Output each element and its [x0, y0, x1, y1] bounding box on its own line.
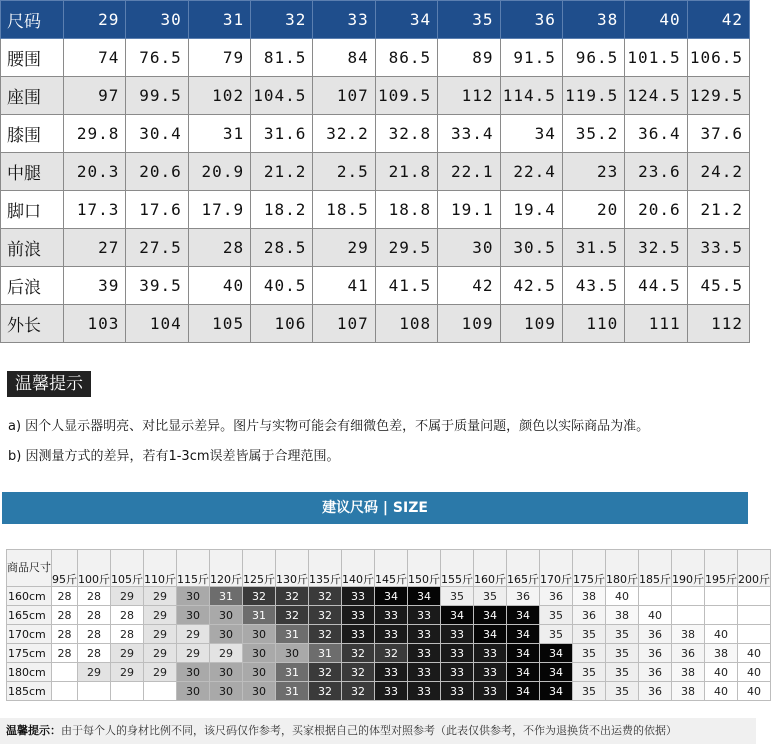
- size-cell: 22.1: [438, 153, 500, 191]
- recommended-size-cell: 40: [705, 663, 738, 682]
- size-cell: 23: [562, 153, 624, 191]
- size-cell: 42.5: [500, 267, 562, 305]
- size-cell: 108: [375, 305, 437, 343]
- recommended-size-cell: 30: [177, 606, 210, 625]
- recommended-size-cell: 29: [177, 625, 210, 644]
- size-cell: 106: [251, 305, 313, 343]
- weight-header-cell: 125斤: [243, 550, 276, 587]
- height-row: [7, 644, 771, 663]
- size-row-label: 座围: [1, 77, 64, 115]
- recommended-size-cell: 35: [540, 606, 573, 625]
- recommended-size-cell: 29: [78, 663, 111, 682]
- recommended-size-cell: 31: [309, 644, 342, 663]
- recommended-size-cell: 30: [177, 587, 210, 606]
- recommended-size-cell: 33: [474, 682, 507, 701]
- recommended-size-cell: 28: [52, 587, 78, 606]
- recommended-size-cell: 34: [441, 606, 474, 625]
- recommended-size-cell: 32: [309, 625, 342, 644]
- size-row-label: 前浪: [1, 229, 64, 267]
- recommended-size-cell: 34: [375, 587, 408, 606]
- size-chart-header-row: [1, 1, 750, 39]
- size-cell: 42: [438, 267, 500, 305]
- size-cell: 29: [313, 229, 375, 267]
- recommended-size-cell: 36: [573, 606, 606, 625]
- recommended-size-cell: 33: [474, 663, 507, 682]
- size-cell: 32.5: [625, 229, 687, 267]
- size-cell: 19.4: [500, 191, 562, 229]
- size-cell: 97: [64, 77, 126, 115]
- weight-header-row: [7, 550, 771, 587]
- size-cell: 18.8: [375, 191, 437, 229]
- recommended-size-cell: [52, 682, 78, 701]
- recommended-size-cell: 30: [243, 625, 276, 644]
- recommended-size-cell: [639, 587, 672, 606]
- recommended-size-cell: 40: [705, 625, 738, 644]
- size-cell: 20.6: [126, 153, 188, 191]
- recommended-size-cell: 30: [276, 644, 309, 663]
- recommended-size-cell: 33: [342, 587, 375, 606]
- recommended-size-cell: 36: [639, 682, 672, 701]
- recommended-size-cell: 30: [210, 663, 243, 682]
- size-cell: 34: [500, 115, 562, 153]
- weight-header-cell: 135斤: [309, 550, 342, 587]
- recommended-size-cell: [144, 682, 177, 701]
- weight-header-cell: 150斤: [408, 550, 441, 587]
- recommended-size-cell: 31: [210, 587, 243, 606]
- recommended-size-cell: 30: [243, 682, 276, 701]
- recommended-size-cell: 29: [177, 644, 210, 663]
- size-row: [1, 153, 750, 191]
- recommended-size-cell: 29: [111, 587, 144, 606]
- weight-header-cell: 175斤: [573, 550, 606, 587]
- size-chart-table: [0, 0, 750, 343]
- weight-header-cell: 165斤: [507, 550, 540, 587]
- recommended-size-cell: [78, 682, 111, 701]
- height-row: [7, 606, 771, 625]
- size-cell: 84: [313, 39, 375, 77]
- footnote-label: 温馨提示：: [6, 724, 61, 737]
- height-row-label: 175cm: [7, 644, 52, 663]
- recommended-size-cell: 31: [276, 682, 309, 701]
- recommended-size-cell: 31: [243, 606, 276, 625]
- size-row-label: 脚口: [1, 191, 64, 229]
- tip-line-b: b) 因测量方式的差异，若有1-3cm误差皆属于合理范围。: [8, 449, 340, 464]
- weight-header-cell: 185斤: [639, 550, 672, 587]
- size-cell: 24.2: [687, 153, 749, 191]
- recommended-size-cell: 38: [705, 644, 738, 663]
- size-cell: 29.8: [64, 115, 126, 153]
- recommended-size-cell: 35: [573, 625, 606, 644]
- size-cell: 107: [313, 305, 375, 343]
- recommended-size-cell: 38: [672, 625, 705, 644]
- recommended-size-cell: 29: [210, 644, 243, 663]
- size-row-label: 后浪: [1, 267, 64, 305]
- size-cell: 86.5: [375, 39, 437, 77]
- height-row-label: 185cm: [7, 682, 52, 701]
- recommended-size-cell: 35: [540, 625, 573, 644]
- size-cell: 114.5: [500, 77, 562, 115]
- recommended-size-cell: 35: [474, 587, 507, 606]
- size-cell: 21.2: [687, 191, 749, 229]
- size-cell: 107: [313, 77, 375, 115]
- recommended-size-cell: 40: [639, 606, 672, 625]
- recommended-size-cell: 32: [276, 587, 309, 606]
- recommended-size-cell: 31: [276, 625, 309, 644]
- size-cell: 81.5: [251, 39, 313, 77]
- size-cell: 29.5: [375, 229, 437, 267]
- recommended-size-cell: 33: [408, 663, 441, 682]
- size-cell: 96.5: [562, 39, 624, 77]
- recommended-size-cell: 36: [639, 625, 672, 644]
- recommended-size-cell: 36: [639, 663, 672, 682]
- recommended-size-cell: 34: [540, 682, 573, 701]
- size-cell: 19.1: [438, 191, 500, 229]
- recommended-size-cell: 34: [507, 663, 540, 682]
- weight-header-cell: 100斤: [78, 550, 111, 587]
- size-cell: 17.9: [188, 191, 250, 229]
- recommended-size-cell: 30: [243, 663, 276, 682]
- recommended-size-cell: 30: [210, 606, 243, 625]
- size-cell: 119.5: [562, 77, 624, 115]
- size-cell: 2.5: [313, 153, 375, 191]
- size-recommendation-table: [6, 549, 771, 701]
- size-cell: 20.3: [64, 153, 126, 191]
- recommended-size-cell: 40: [738, 682, 771, 701]
- recommended-size-cell: 33: [375, 682, 408, 701]
- recommended-size-cell: 34: [507, 682, 540, 701]
- recommended-size-cell: 30: [210, 625, 243, 644]
- size-cell: 20.9: [188, 153, 250, 191]
- size-cell: 39: [64, 267, 126, 305]
- recommended-size-cell: 35: [606, 682, 639, 701]
- size-cell: 43.5: [562, 267, 624, 305]
- size-cell: 45.5: [687, 267, 749, 305]
- size-row-label: 中腿: [1, 153, 64, 191]
- recommended-size-cell: 28: [52, 606, 78, 625]
- weight-header-cell: 145斤: [375, 550, 408, 587]
- size-cell: 17.3: [64, 191, 126, 229]
- recommended-size-cell: 35: [573, 682, 606, 701]
- size-header-cell: 33: [313, 1, 375, 39]
- size-cell: 40.5: [251, 267, 313, 305]
- recommended-size-cell: 33: [441, 625, 474, 644]
- suggested-size-banner: 建议尺码 | SIZE: [2, 492, 748, 524]
- tip-line-a: a) 因个人显示器明亮、对比显示差异。图片与实物可能会有细微色差，不属于质量问题，颜色以实际商品为准。: [8, 419, 650, 434]
- weight-header-cell: 130斤: [276, 550, 309, 587]
- weight-header-cell: 190斤: [672, 550, 705, 587]
- size-cell: 36.4: [625, 115, 687, 153]
- weight-header-cell: 170斤: [540, 550, 573, 587]
- recommended-size-cell: 34: [507, 625, 540, 644]
- size-cell: 102: [188, 77, 250, 115]
- recommended-size-cell: 35: [606, 644, 639, 663]
- recommended-size-cell: 28: [78, 625, 111, 644]
- size-cell: 41.5: [375, 267, 437, 305]
- size-header-cell: 34: [375, 1, 437, 39]
- recommended-size-cell: 36: [507, 587, 540, 606]
- recommended-size-cell: 33: [375, 663, 408, 682]
- size-cell: 31.6: [251, 115, 313, 153]
- recommended-size-cell: 35: [606, 625, 639, 644]
- recommended-size-cell: [705, 587, 738, 606]
- recommended-size-cell: 33: [441, 682, 474, 701]
- size-cell: 28.5: [251, 229, 313, 267]
- recommended-size-cell: 36: [639, 644, 672, 663]
- recommended-size-cell: 34: [408, 587, 441, 606]
- recommended-size-cell: 35: [606, 663, 639, 682]
- size-cell: 37.6: [687, 115, 749, 153]
- recommended-size-cell: [672, 587, 705, 606]
- weight-header-cell: 115斤: [177, 550, 210, 587]
- size-row: [1, 115, 750, 153]
- recommended-size-cell: 28: [111, 606, 144, 625]
- recommended-size-cell: 36: [672, 644, 705, 663]
- recommended-size-cell: 32: [342, 682, 375, 701]
- size-cell: 44.5: [625, 267, 687, 305]
- size-cell: 27: [64, 229, 126, 267]
- recommended-size-cell: 33: [441, 663, 474, 682]
- size-cell: 89: [438, 39, 500, 77]
- size-cell: 20.6: [625, 191, 687, 229]
- size-cell: 105: [188, 305, 250, 343]
- size-cell: 124.5: [625, 77, 687, 115]
- recommended-size-cell: 31: [276, 663, 309, 682]
- size-cell: 27.5: [126, 229, 188, 267]
- size-header-cell: 38: [562, 1, 624, 39]
- size-cell: 79: [188, 39, 250, 77]
- size-cell: 109: [500, 305, 562, 343]
- recommended-size-cell: 33: [342, 625, 375, 644]
- size-cell: 103: [64, 305, 126, 343]
- recommended-size-cell: 32: [243, 587, 276, 606]
- recommended-size-cell: 36: [540, 587, 573, 606]
- recommended-size-cell: 28: [52, 625, 78, 644]
- recommended-size-cell: 28: [78, 587, 111, 606]
- size-header-cell: 40: [625, 1, 687, 39]
- height-row-label: 180cm: [7, 663, 52, 682]
- height-row: [7, 682, 771, 701]
- weight-header-cell: 160斤: [474, 550, 507, 587]
- recommended-size-cell: 34: [474, 606, 507, 625]
- recommended-size-cell: 32: [309, 606, 342, 625]
- size-header-cell: 31: [188, 1, 250, 39]
- size-cell: 30.5: [500, 229, 562, 267]
- size-header-cell: 36: [500, 1, 562, 39]
- weight-header-cell: 195斤: [705, 550, 738, 587]
- size-cell: 30.4: [126, 115, 188, 153]
- recommended-size-cell: 33: [408, 606, 441, 625]
- size-cell: 20: [562, 191, 624, 229]
- recommended-size-cell: 32: [309, 682, 342, 701]
- size-cell: 106.5: [687, 39, 749, 77]
- recommended-size-cell: 32: [309, 587, 342, 606]
- weight-header-cell: 110斤: [144, 550, 177, 587]
- size-header-cell: 42: [687, 1, 749, 39]
- recommended-size-cell: 34: [474, 625, 507, 644]
- recommended-size-cell: 33: [342, 606, 375, 625]
- height-row-label: 160cm: [7, 587, 52, 606]
- size-cell: 101.5: [625, 39, 687, 77]
- weight-header-cell: 140斤: [342, 550, 375, 587]
- recommended-size-cell: 28: [78, 606, 111, 625]
- weight-header-cell: 200斤: [738, 550, 771, 587]
- recommended-size-cell: [672, 606, 705, 625]
- recommended-size-cell: [738, 606, 771, 625]
- size-cell: 109: [438, 305, 500, 343]
- recommended-size-cell: 29: [144, 663, 177, 682]
- size-cell: 28: [188, 229, 250, 267]
- size-cell: 35.2: [562, 115, 624, 153]
- recommended-size-cell: 35: [573, 663, 606, 682]
- recommended-size-cell: 40: [606, 587, 639, 606]
- size-row: [1, 39, 750, 77]
- recommended-size-cell: 28: [52, 644, 78, 663]
- recommended-size-cell: 33: [375, 625, 408, 644]
- size-cell: 40: [188, 267, 250, 305]
- size-cell: 76.5: [126, 39, 188, 77]
- recommended-size-cell: 35: [441, 587, 474, 606]
- size-cell: 23.6: [625, 153, 687, 191]
- size-header-cell: 32: [251, 1, 313, 39]
- size-cell: 91.5: [500, 39, 562, 77]
- recommended-size-cell: 33: [375, 606, 408, 625]
- recommended-size-cell: 32: [309, 663, 342, 682]
- recommended-size-cell: 29: [111, 644, 144, 663]
- weight-header-cell: 105斤: [111, 550, 144, 587]
- size-cell: 110: [562, 305, 624, 343]
- recommended-size-cell: [738, 625, 771, 644]
- height-row-label: 170cm: [7, 625, 52, 644]
- size-cell: 17.6: [126, 191, 188, 229]
- size-cell: 22.4: [500, 153, 562, 191]
- recommended-size-cell: [111, 682, 144, 701]
- size-cell: 109.5: [375, 77, 437, 115]
- recommended-size-cell: 30: [243, 644, 276, 663]
- size-cell: 30: [438, 229, 500, 267]
- size-row: [1, 267, 750, 305]
- weight-header-cell: 95斤: [52, 550, 78, 587]
- size-row: [1, 77, 750, 115]
- size-cell: 18.2: [251, 191, 313, 229]
- recommended-size-cell: 40: [738, 644, 771, 663]
- recommended-size-cell: 34: [540, 644, 573, 663]
- size-cell: 39.5: [126, 267, 188, 305]
- recommended-size-cell: 29: [144, 606, 177, 625]
- recommended-size-cell: 32: [342, 663, 375, 682]
- size-cell: 74: [64, 39, 126, 77]
- size-cell: 129.5: [687, 77, 749, 115]
- recommended-size-cell: 29: [144, 625, 177, 644]
- recommended-size-cell: 28: [78, 644, 111, 663]
- recommended-size-cell: 29: [144, 644, 177, 663]
- size-cell: 99.5: [126, 77, 188, 115]
- height-row-label: 165cm: [7, 606, 52, 625]
- recommend-corner-label: 商品尺寸: [7, 550, 52, 587]
- recommended-size-cell: [52, 663, 78, 682]
- size-header-cell: 29: [64, 1, 126, 39]
- size-row: [1, 305, 750, 343]
- recommended-size-cell: 33: [408, 644, 441, 663]
- recommended-size-cell: 33: [441, 644, 474, 663]
- recommended-size-cell: [705, 606, 738, 625]
- recommended-size-cell: 38: [606, 606, 639, 625]
- size-cell: 104.5: [251, 77, 313, 115]
- recommended-size-cell: 38: [573, 587, 606, 606]
- footnote: [0, 718, 756, 744]
- recommended-size-cell: 33: [474, 644, 507, 663]
- recommended-size-cell: [738, 587, 771, 606]
- size-cell: 41: [313, 267, 375, 305]
- size-cell: 111: [625, 305, 687, 343]
- tips-title: 温馨提示: [7, 371, 91, 397]
- size-cell: 18.5: [313, 191, 375, 229]
- recommended-size-cell: 34: [507, 606, 540, 625]
- size-row: [1, 229, 750, 267]
- size-cell: 32.8: [375, 115, 437, 153]
- size-cell: 31.5: [562, 229, 624, 267]
- size-cell: 32.2: [313, 115, 375, 153]
- size-cell: 21.8: [375, 153, 437, 191]
- size-cell: 112: [438, 77, 500, 115]
- recommended-size-cell: 33: [408, 625, 441, 644]
- recommended-size-cell: 32: [276, 606, 309, 625]
- recommended-size-cell: 40: [738, 663, 771, 682]
- recommended-size-cell: 40: [705, 682, 738, 701]
- footnote-text: 由于每个人的身材比例不同，该尺码仅作参考，买家根据自己的体型对照参考（此表仅供参考，不作为退换货不出运费的依据）: [61, 724, 677, 737]
- recommended-size-cell: 35: [573, 644, 606, 663]
- weight-header-cell: 180斤: [606, 550, 639, 587]
- size-cell: 33.4: [438, 115, 500, 153]
- recommended-size-cell: 38: [672, 682, 705, 701]
- recommended-size-cell: 33: [408, 682, 441, 701]
- recommended-size-cell: 29: [144, 587, 177, 606]
- recommended-size-cell: 28: [111, 625, 144, 644]
- size-row-label: 膝围: [1, 115, 64, 153]
- recommended-size-cell: 30: [210, 682, 243, 701]
- size-cell: 33.5: [687, 229, 749, 267]
- size-cell: 104: [126, 305, 188, 343]
- recommended-size-cell: 30: [177, 663, 210, 682]
- height-row: [7, 663, 771, 682]
- size-header-cell: 35: [438, 1, 500, 39]
- recommended-size-cell: 30: [177, 682, 210, 701]
- size-cell: 31: [188, 115, 250, 153]
- size-row-label: 外长: [1, 305, 64, 343]
- recommended-size-cell: 29: [111, 663, 144, 682]
- size-cell: 21.2: [251, 153, 313, 191]
- size-header-cell: 30: [126, 1, 188, 39]
- height-row: [7, 625, 771, 644]
- recommended-size-cell: 38: [672, 663, 705, 682]
- weight-header-cell: 120斤: [210, 550, 243, 587]
- recommended-size-cell: 32: [342, 644, 375, 663]
- size-row: [1, 191, 750, 229]
- recommended-size-cell: 34: [540, 663, 573, 682]
- recommended-size-cell: 32: [375, 644, 408, 663]
- size-cell: 112: [687, 305, 749, 343]
- size-header-label: 尺码: [1, 1, 64, 39]
- height-row: [7, 587, 771, 606]
- recommended-size-cell: 34: [507, 644, 540, 663]
- size-row-label: 腰围: [1, 39, 64, 77]
- weight-header-cell: 155斤: [441, 550, 474, 587]
